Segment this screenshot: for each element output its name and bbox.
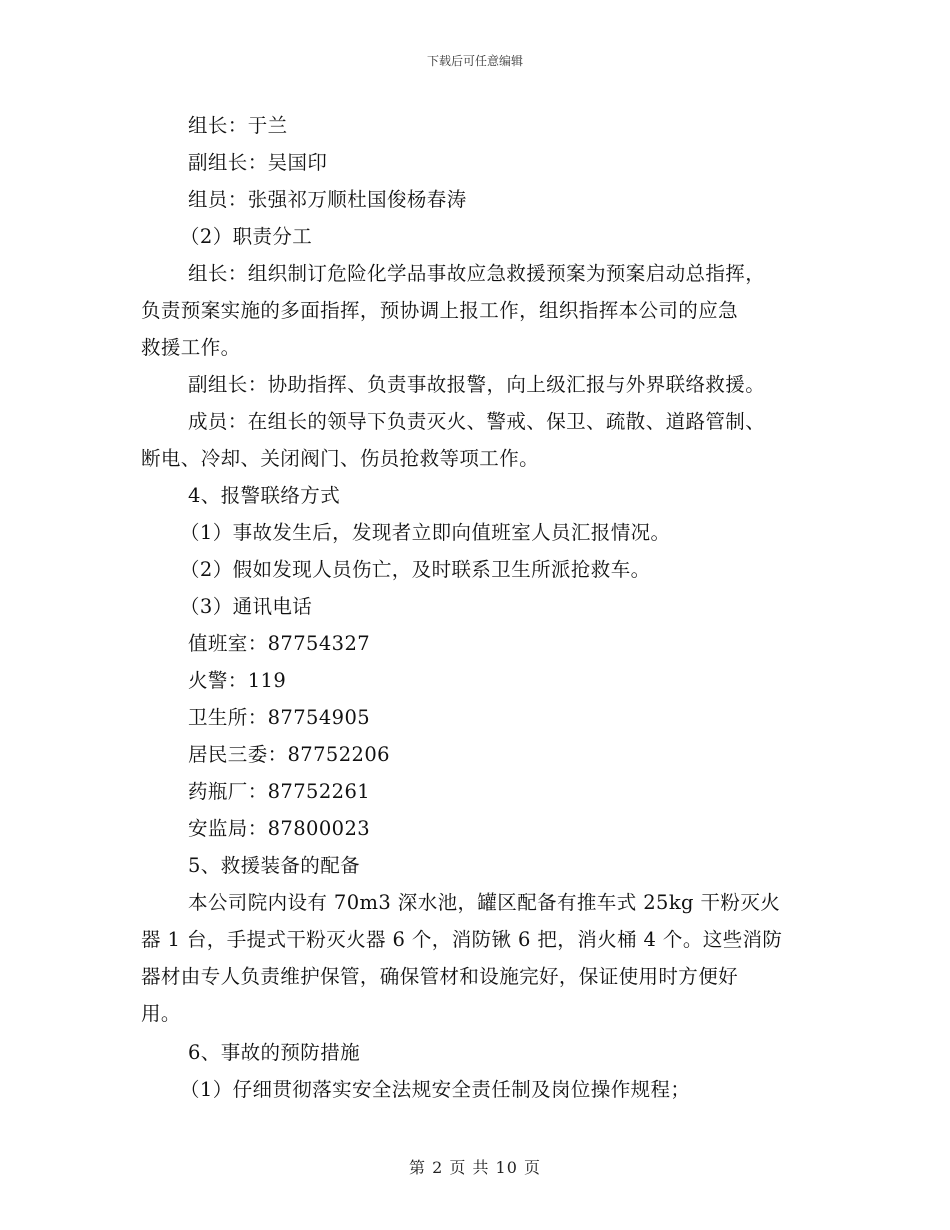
body-line: 居民三委：87752206 <box>188 743 390 766</box>
page-number-footer: 第 2 页 共 10 页 <box>409 1158 541 1177</box>
body-line: 4、报警联络方式 <box>188 484 341 507</box>
body-line: （2）假如发现人员伤亡，及时联系卫生所派抢救车。 <box>180 558 651 581</box>
body-line: 副组长：吴国印 <box>188 151 328 174</box>
body-line: 组长：于兰 <box>188 114 288 137</box>
body-line: 组员：张强祁万顺杜国俊杨春涛 <box>188 188 467 211</box>
body-line: 副组长：协助指挥、负责事故报警，向上级汇报与外界联络救援。 <box>188 373 766 396</box>
body-line: 5、救援装备的配备 <box>188 854 361 877</box>
body-line: （1）仔细贯彻落实安全法规安全责任制及岗位操作规程； <box>180 1078 691 1101</box>
body-line: 救援工作。 <box>141 336 241 359</box>
body-line: （1）事故发生后，发现者立即向值班室人员汇报情况。 <box>180 521 671 544</box>
body-line: 安监局：87800023 <box>188 817 371 840</box>
body-line: 器 1 台，手提式干粉灭火器 6 个，消防锹 6 把，消火桶 4 个。这些消防 <box>141 928 783 951</box>
body-line: 器材由专人负责维护保管，确保管材和设施完好，保证使用时方便好 <box>141 965 739 988</box>
body-line: 负责预案实施的多面指挥，预协调上报工作，组织指挥本公司的应急 <box>141 299 739 322</box>
body-line: 断电、冷却、关闭阀门、伤员抢救等项工作。 <box>141 447 540 470</box>
page-header: 下载后可任意编辑 <box>426 54 523 68</box>
body-line: 组长：组织制订危险化学品事故应急救援预案为预案启动总指挥， <box>188 262 766 285</box>
body-line: 用。 <box>141 1002 181 1025</box>
body-line: 火警：119 <box>188 669 287 692</box>
body-line: 成员：在组长的领导下负责灭火、警戒、保卫、疏散、道路管制、 <box>188 410 766 433</box>
body-line: 卫生所：87754905 <box>188 706 371 729</box>
body-line: （2）职责分工 <box>180 225 313 248</box>
body-line: 药瓶厂：87752261 <box>188 780 371 803</box>
body-line: 值班室：87754327 <box>188 632 371 655</box>
body-line: （3）通讯电话 <box>180 595 313 618</box>
body-line: 6、事故的预防措施 <box>188 1041 361 1064</box>
body-line: 本公司院内设有 70m3 深水池，罐区配备有推车式 25kg 干粉灭火 <box>188 891 781 914</box>
